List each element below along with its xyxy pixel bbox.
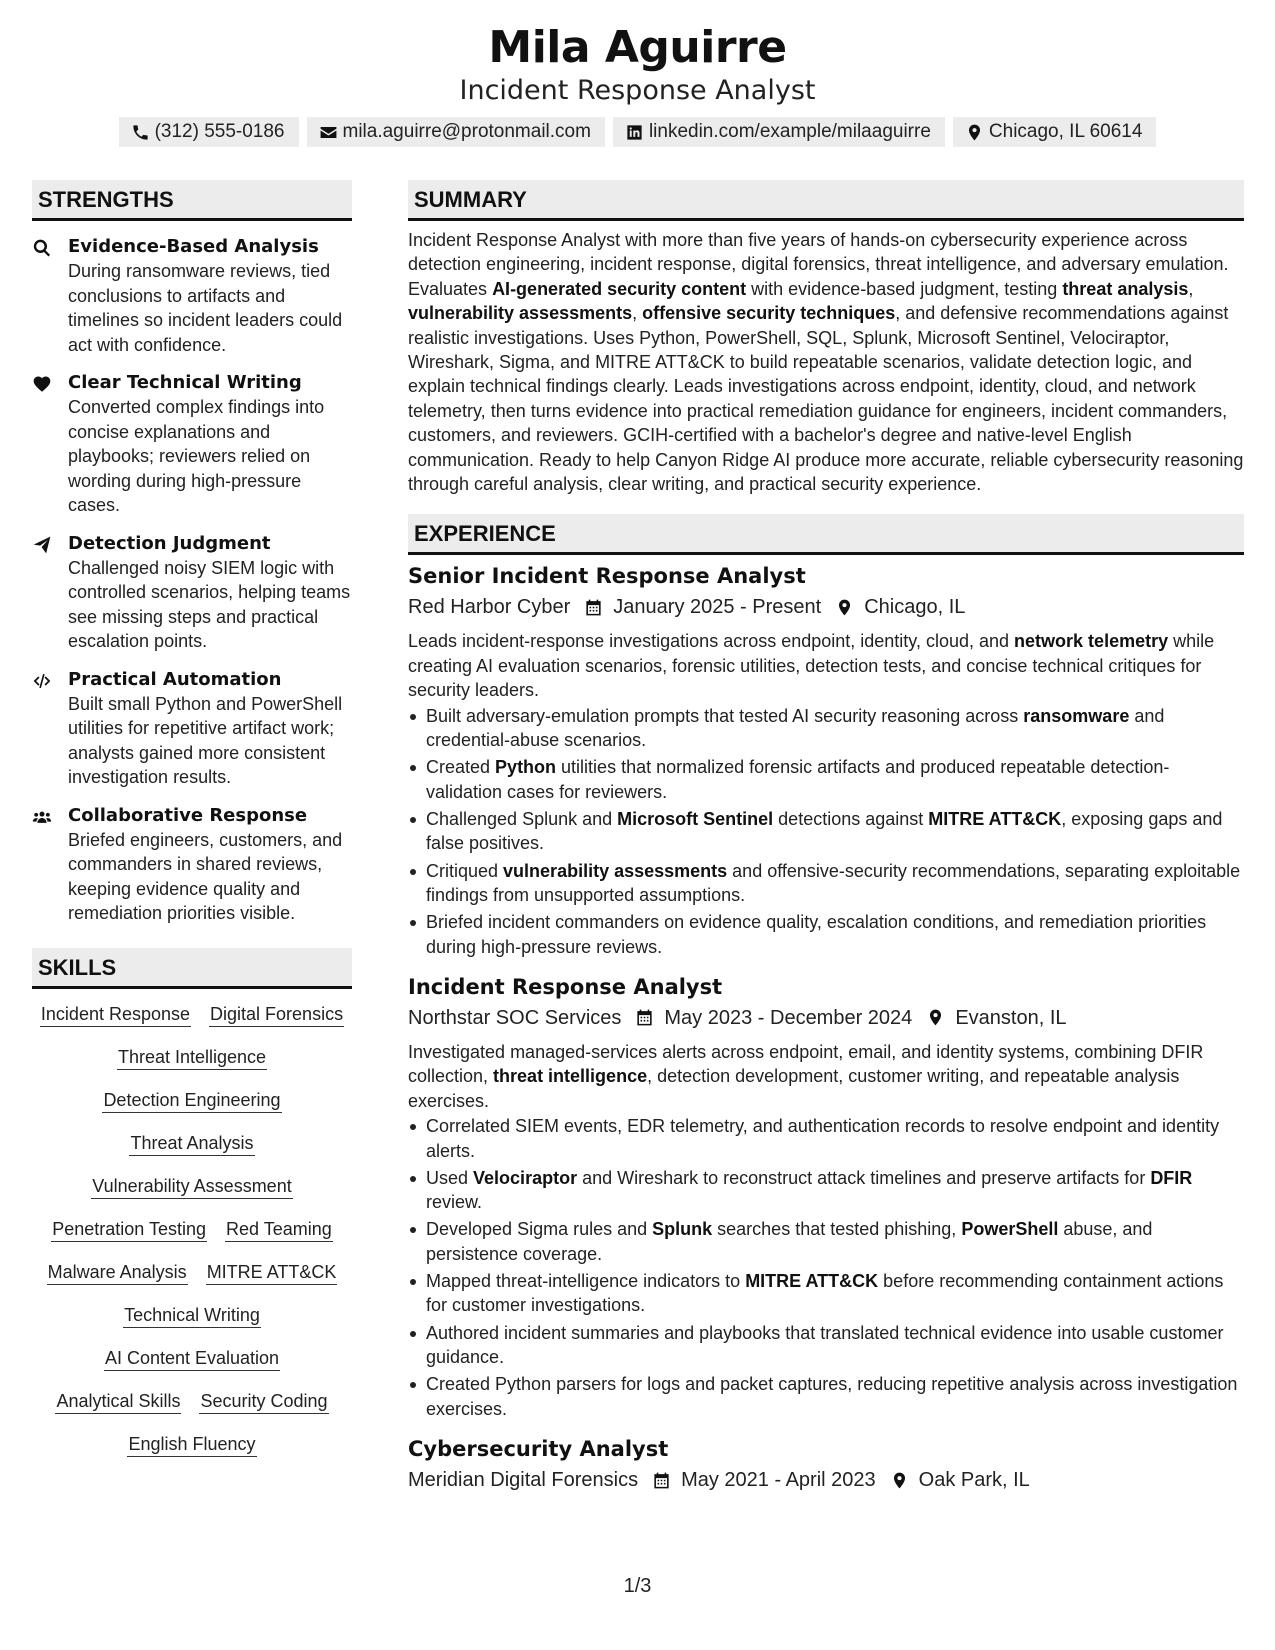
emphasized-text: Splunk (652, 1219, 713, 1240)
strengths-heading: STRENGTHS (32, 180, 352, 221)
bullet-item: Created Python parsers for logs and packet captures, reducing repetitive analysis across investigation exercises. (408, 1372, 1244, 1421)
emphasized-text: DFIR (1150, 1167, 1193, 1188)
skill-tag: AI Content Evaluation (104, 1347, 280, 1371)
bullet-item: Briefed incident commanders on evidence quality, escalation conditions, and remediation priorities during high-pressure reviews. (408, 910, 1244, 959)
emphasized-text: vulnerability assessments (408, 303, 633, 324)
skill-tag: Threat Analysis (129, 1132, 254, 1156)
emphasized-text: ransomware (1023, 705, 1130, 726)
bullet-item: Correlated SIEM events, EDR telemetry, and authentication records to resolve endpoint and identity alerts. (408, 1114, 1244, 1163)
job-meta (408, 593, 1244, 621)
job-meta (408, 1466, 1244, 1494)
contact-email[interactable] (307, 117, 605, 147)
search-icon (32, 238, 52, 258)
resume-header (0, 0, 1275, 147)
contact-location-text: Chicago, IL 60614 (988, 121, 1143, 142)
contact-phone-text: (312) 555-0186 (154, 121, 285, 142)
strength-desc: Built small Python and PowerShell utilities for repetitive artifact work; analysts gained more consistent investigation results. (68, 693, 343, 787)
job-title: Incident Response Analyst (408, 974, 723, 999)
strength-desc: Briefed engineers, customers, and commanders in shared reviews, keeping evidence quality and remediation priorities visible. (68, 829, 343, 923)
right-column (408, 180, 1244, 1494)
job-company: Red Harbor Cyber (408, 596, 571, 619)
calendar-icon (584, 598, 603, 617)
skill-tag: Incident Response (40, 1003, 191, 1027)
bullet-item: Created Python utilities that normalized forensic artifacts and produced repeatable detection-validation cases for reviewers. (408, 755, 1244, 804)
bullet-item: Authored incident summaries and playbooks that translated technical evidence into usable customer guidance. (408, 1321, 1244, 1370)
linkedin-icon (625, 123, 644, 142)
strength-title: Practical Automation (68, 668, 282, 690)
strength-item (32, 532, 352, 654)
skill-tag: Vulnerability Assessment (91, 1175, 292, 1199)
contact-phone[interactable] (119, 117, 299, 147)
emphasized-text: threat intelligence (493, 1066, 648, 1087)
emphasized-text: AI-generated security content (492, 278, 747, 299)
strength-title: Detection Judgment (68, 532, 271, 554)
emphasized-text: network telemetry (1014, 631, 1169, 652)
job-dates: January 2025 - Present (613, 596, 822, 619)
job-dates: May 2021 - April 2023 (681, 1469, 876, 1492)
emphasized-text: threat analysis (1062, 278, 1189, 299)
contact-bar (0, 117, 1275, 147)
contact-linkedin-text: linkedin.com/example/milaaguirre (648, 121, 931, 142)
skill-tag: Malware Analysis (47, 1261, 188, 1285)
envelope-icon (319, 123, 338, 142)
candidate-title: Incident Response Analyst (459, 75, 816, 106)
strength-item (32, 668, 352, 790)
location-pin-icon (890, 1471, 909, 1490)
emphasized-text: MITRE ATT&CK (745, 1270, 879, 1291)
contact-location (953, 117, 1157, 147)
emphasized-text: Python (495, 757, 557, 778)
contact-linkedin[interactable] (613, 117, 945, 147)
calendar-icon (635, 1008, 654, 1027)
skill-tag: MITRE ATT&CK (206, 1261, 338, 1285)
emphasized-text: PowerShell (961, 1219, 1059, 1240)
job-company: Northstar SOC Services (408, 1006, 622, 1029)
strength-desc: Converted complex findings into concise explanations and playbooks; reviewers relied on wording during high-pressure cases. (68, 397, 325, 515)
job-entry (408, 562, 1244, 958)
skill-tag: Digital Forensics (209, 1003, 344, 1027)
experience-heading: EXPERIENCE (408, 514, 1244, 555)
emphasized-text: vulnerability assessments (503, 860, 728, 881)
strength-item (32, 235, 352, 357)
bullet-item: Challenged Splunk and Microsoft Sentinel detections against MITRE ATT&CK, exposing gaps and false positives. (408, 807, 1244, 856)
strength-title: Clear Technical Writing (68, 372, 302, 393)
bullet-item: Mapped threat-intelligence indicators to MITRE ATT&CK before recommending containment actions for customer investigations. (408, 1269, 1244, 1318)
job-location: Chicago, IL (864, 596, 966, 619)
code-icon (32, 671, 52, 691)
contact-email-text: mila.aguirre@protonmail.com (342, 121, 591, 142)
job-location: Oak Park, IL (918, 1469, 1030, 1492)
job-bullets (408, 704, 1244, 959)
job-description: Leads incident-response investigations across endpoint, identity, cloud, and network telemetry while creating AI evaluation scenarios, forensic utilities, detection tests, and concise technical critiques for security leaders. (408, 631, 1215, 701)
page-number: 1/3 (623, 1575, 652, 1597)
phone-icon (131, 123, 150, 142)
job-entry (408, 973, 1244, 1421)
skills-heading: SKILLS (32, 948, 352, 989)
left-column (32, 180, 352, 1457)
bullet-item: Critiqued vulnerability assessments and offensive-security recommendations, separating exploitable findings from unsupported assumptions. (408, 859, 1244, 908)
job-company: Meridian Digital Forensics (408, 1469, 639, 1492)
emphasized-text: Microsoft Sentinel (617, 808, 774, 829)
skill-tag: Detection Engineering (102, 1089, 281, 1113)
emphasized-text: MITRE ATT&CK (928, 808, 1062, 829)
strength-item (32, 804, 352, 926)
calendar-icon (652, 1471, 671, 1490)
strength-title: Collaborative Response (68, 804, 308, 826)
emphasized-text: offensive security techniques (642, 303, 896, 324)
users-icon (32, 807, 52, 827)
skill-tag: Penetration Testing (51, 1218, 207, 1242)
job-dates: May 2023 - December 2024 (664, 1006, 913, 1029)
summary-text: Incident Response Analyst with more than five years of hands-on cybersecurity experience across detection engineering, incident response, digital forensics, threat intelligence, and adversary emulation. Evaluates AI-generated security content with evidence-based judgment, testing threat analysis, vulnerability assessments, offensive security techniques, and defensive recommendations against realistic investigations. Uses Python, PowerShell, SQL, Splunk, Microsoft Sentinel, Velociraptor, Wireshark, Sigma, and MITRE ATT&CK to build repeatable scenarios, validate detection logic, and explain technical findings clearly. Leads investigations across endpoint, identity, cloud, and network telemetry, then turns evidence into practical remediation guidance for engineers, incident commanders, customers, and reviewers. GCIH-certified with a bachelor's degree and native-level English communication. Ready to help Canyon Ridge AI produce more accurate, reliable cybersecurity reasoning through careful analysis, clear writing, and practical security experience. (408, 230, 1244, 495)
skills-list (32, 1003, 352, 1457)
job-location: Evanston, IL (955, 1006, 1067, 1029)
skill-tag: Analytical Skills (55, 1390, 181, 1414)
candidate-name: Mila Aguirre (488, 22, 787, 73)
bullet-item: Developed Sigma rules and Splunk searches that tested phishing, PowerShell abuse, and persistence coverage. (408, 1217, 1244, 1266)
emphasized-text: Velociraptor (473, 1167, 578, 1188)
strength-desc: During ransomware reviews, tied conclusions to artifacts and timelines so incident leaders could act with confidence. (68, 261, 343, 355)
strength-item (32, 371, 352, 518)
location-pin-icon (835, 598, 854, 617)
skill-tag: English Fluency (127, 1433, 256, 1457)
bullet-item: Used Velociraptor and Wireshark to reconstruct attack timelines and preserve artifacts for DFIR review. (408, 1166, 1244, 1215)
location-pin-icon (965, 123, 984, 142)
skill-tag: Red Teaming (225, 1218, 333, 1242)
job-description: Investigated managed-services alerts across endpoint, email, and identity systems, combining DFIR collection, threat intelligence, detection development, customer writing, and repeatable analysis exercises. (408, 1041, 1204, 1111)
summary-heading: SUMMARY (408, 180, 1244, 221)
job-entry (408, 1435, 1244, 1494)
paper-plane-icon (32, 535, 52, 555)
job-bullets (408, 1114, 1244, 1421)
job-title: Senior Incident Response Analyst (408, 564, 806, 589)
job-title: Cybersecurity Analyst (408, 1437, 669, 1462)
bullet-item: Built adversary-emulation prompts that tested AI security reasoning across ransomware and credential-abuse scenarios. (408, 704, 1244, 753)
skill-tag: Technical Writing (123, 1304, 261, 1328)
skill-tag: Security Coding (199, 1390, 328, 1414)
strength-desc: Challenged noisy SIEM logic with controlled scenarios, helping teams see missing steps and practical escalation points. (68, 557, 351, 651)
skill-tag: Threat Intelligence (117, 1046, 267, 1070)
strength-title: Evidence-Based Analysis (68, 236, 319, 257)
heart-icon (32, 374, 52, 394)
location-pin-icon (926, 1008, 945, 1027)
job-meta (408, 1004, 1244, 1032)
